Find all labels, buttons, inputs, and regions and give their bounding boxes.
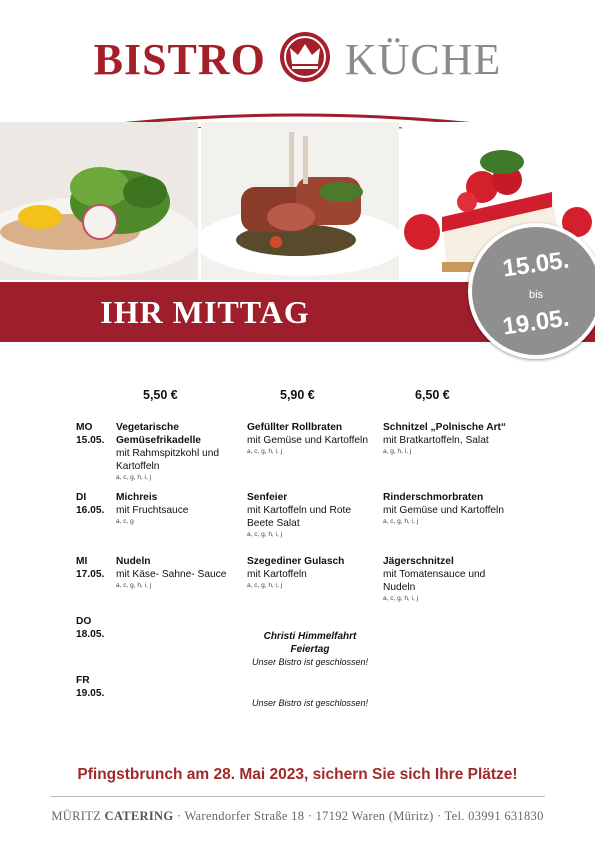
menu-item: [383, 421, 523, 457]
footer-address: · Warendorfer Straße 18 · 17192 Waren (Müritz) · Tel. 03991 631830: [173, 809, 544, 823]
day-label-do: [76, 615, 104, 641]
holiday-subtitle: Feiertag: [290, 644, 330, 655]
menu-item: [383, 555, 498, 604]
date-range-badge: [468, 223, 595, 359]
date-from: 15.05.: [501, 246, 571, 283]
logo-text-right: KÜCHE: [344, 35, 502, 84]
price-column-2: 5,90 €: [280, 388, 315, 402]
allergen-codes: a, c, g, h, i, j: [116, 474, 152, 481]
day-abbr: FR: [76, 675, 90, 686]
dish-name: Schnitzel „Polnische Art“: [383, 422, 507, 433]
dish-description: mit Tomatensauce und Nudeln: [383, 569, 486, 593]
crown-icon: [278, 30, 332, 89]
dish-name: Gefüllter Rollbraten: [247, 422, 343, 433]
menu-item: [116, 555, 241, 591]
allergen-codes: a, c, g: [116, 518, 134, 525]
dish-description: mit Rahmspitzkohl und Kartoffeln: [116, 448, 220, 472]
day-label-mo: [76, 421, 104, 447]
dish-description: mit Kartoffeln: [247, 569, 307, 580]
menu-item: [116, 421, 241, 483]
photo-salad: [0, 122, 198, 280]
day-date: 16.05.: [76, 505, 105, 516]
footer-brand-light: MÜRITZ: [51, 809, 102, 823]
dish-name: Vegetarische Gemüsefrikadelle: [116, 422, 201, 446]
dish-name: Rinderschmorbraten: [383, 492, 484, 503]
date-to: 19.05.: [501, 304, 571, 341]
day-date: 15.05.: [76, 435, 105, 446]
dish-description: mit Käse- Sahne- Sauce: [116, 569, 227, 580]
closed-notice: Unser Bistro ist geschlossen!: [251, 657, 369, 667]
menu-item: [247, 555, 382, 591]
dish-name: Michreis: [116, 492, 158, 503]
allergen-codes: a, c, g, h, i, j: [383, 595, 419, 602]
allergen-codes: a, c, g, h, i, j: [247, 582, 283, 589]
footer-divider: [50, 796, 545, 797]
logo: [0, 30, 595, 89]
day-label-di: [76, 491, 104, 517]
menu-item: [247, 421, 382, 457]
friday-closed-notice: Unser Bistro ist geschlossen!: [251, 698, 369, 708]
day-date: 18.05.: [76, 629, 105, 640]
day-label-mi: [76, 555, 104, 581]
allergen-codes: a, c, g, h, i, j: [116, 582, 152, 589]
menu-item: [383, 491, 523, 527]
day-abbr: DI: [76, 492, 87, 503]
price-column-1: 5,50 €: [143, 388, 178, 402]
day-abbr: DO: [76, 616, 92, 627]
allergen-codes: a, g, h, i, j: [383, 448, 412, 455]
holiday-title: Christi Himmelfahrt: [263, 631, 357, 642]
date-separator: bis: [528, 289, 544, 301]
dish-name: Jägerschnitzel: [383, 556, 454, 567]
dish-description: mit Kartoffeln und Rote Beete Salat: [247, 505, 352, 529]
dish-name: Senfeier: [247, 492, 288, 503]
dish-name: Szegediner Gulasch: [247, 556, 345, 567]
holiday-notice: [200, 630, 420, 669]
dish-description: mit Gemüse und Kartoffeln: [383, 505, 504, 516]
day-label-fr: [76, 674, 104, 700]
footer-brand-bold: CATERING: [104, 809, 174, 823]
dish-description: mit Fruchtsauce: [116, 505, 189, 516]
dish-description: mit Gemüse und Kartoffeln: [247, 435, 368, 446]
menu-item: [247, 491, 357, 540]
day-abbr: MI: [76, 556, 88, 567]
allergen-codes: a, c, g, h, i, j: [383, 518, 419, 525]
allergen-codes: a, c, g, h, i, j: [247, 531, 283, 538]
day-abbr: MO: [76, 422, 93, 433]
footer: [0, 809, 595, 824]
promo-text: Pfingstbrunch am 28. Mai 2023, sichern Sie sich Ihre Plätze!: [77, 766, 518, 783]
day-date: 17.05.: [76, 569, 105, 580]
day-date: 19.05.: [76, 688, 105, 699]
allergen-codes: a, c, g, h, i, j: [247, 448, 283, 455]
price-column-3: 6,50 €: [415, 388, 450, 402]
banner-title: IHR MITTAG: [100, 294, 310, 330]
logo-text-left: BISTRO: [93, 35, 266, 84]
photo-lamb: [201, 122, 399, 280]
menu-item: [116, 491, 241, 527]
dish-description: mit Bratkartoffeln, Salat: [383, 435, 489, 446]
dish-name: Nudeln: [116, 556, 151, 567]
